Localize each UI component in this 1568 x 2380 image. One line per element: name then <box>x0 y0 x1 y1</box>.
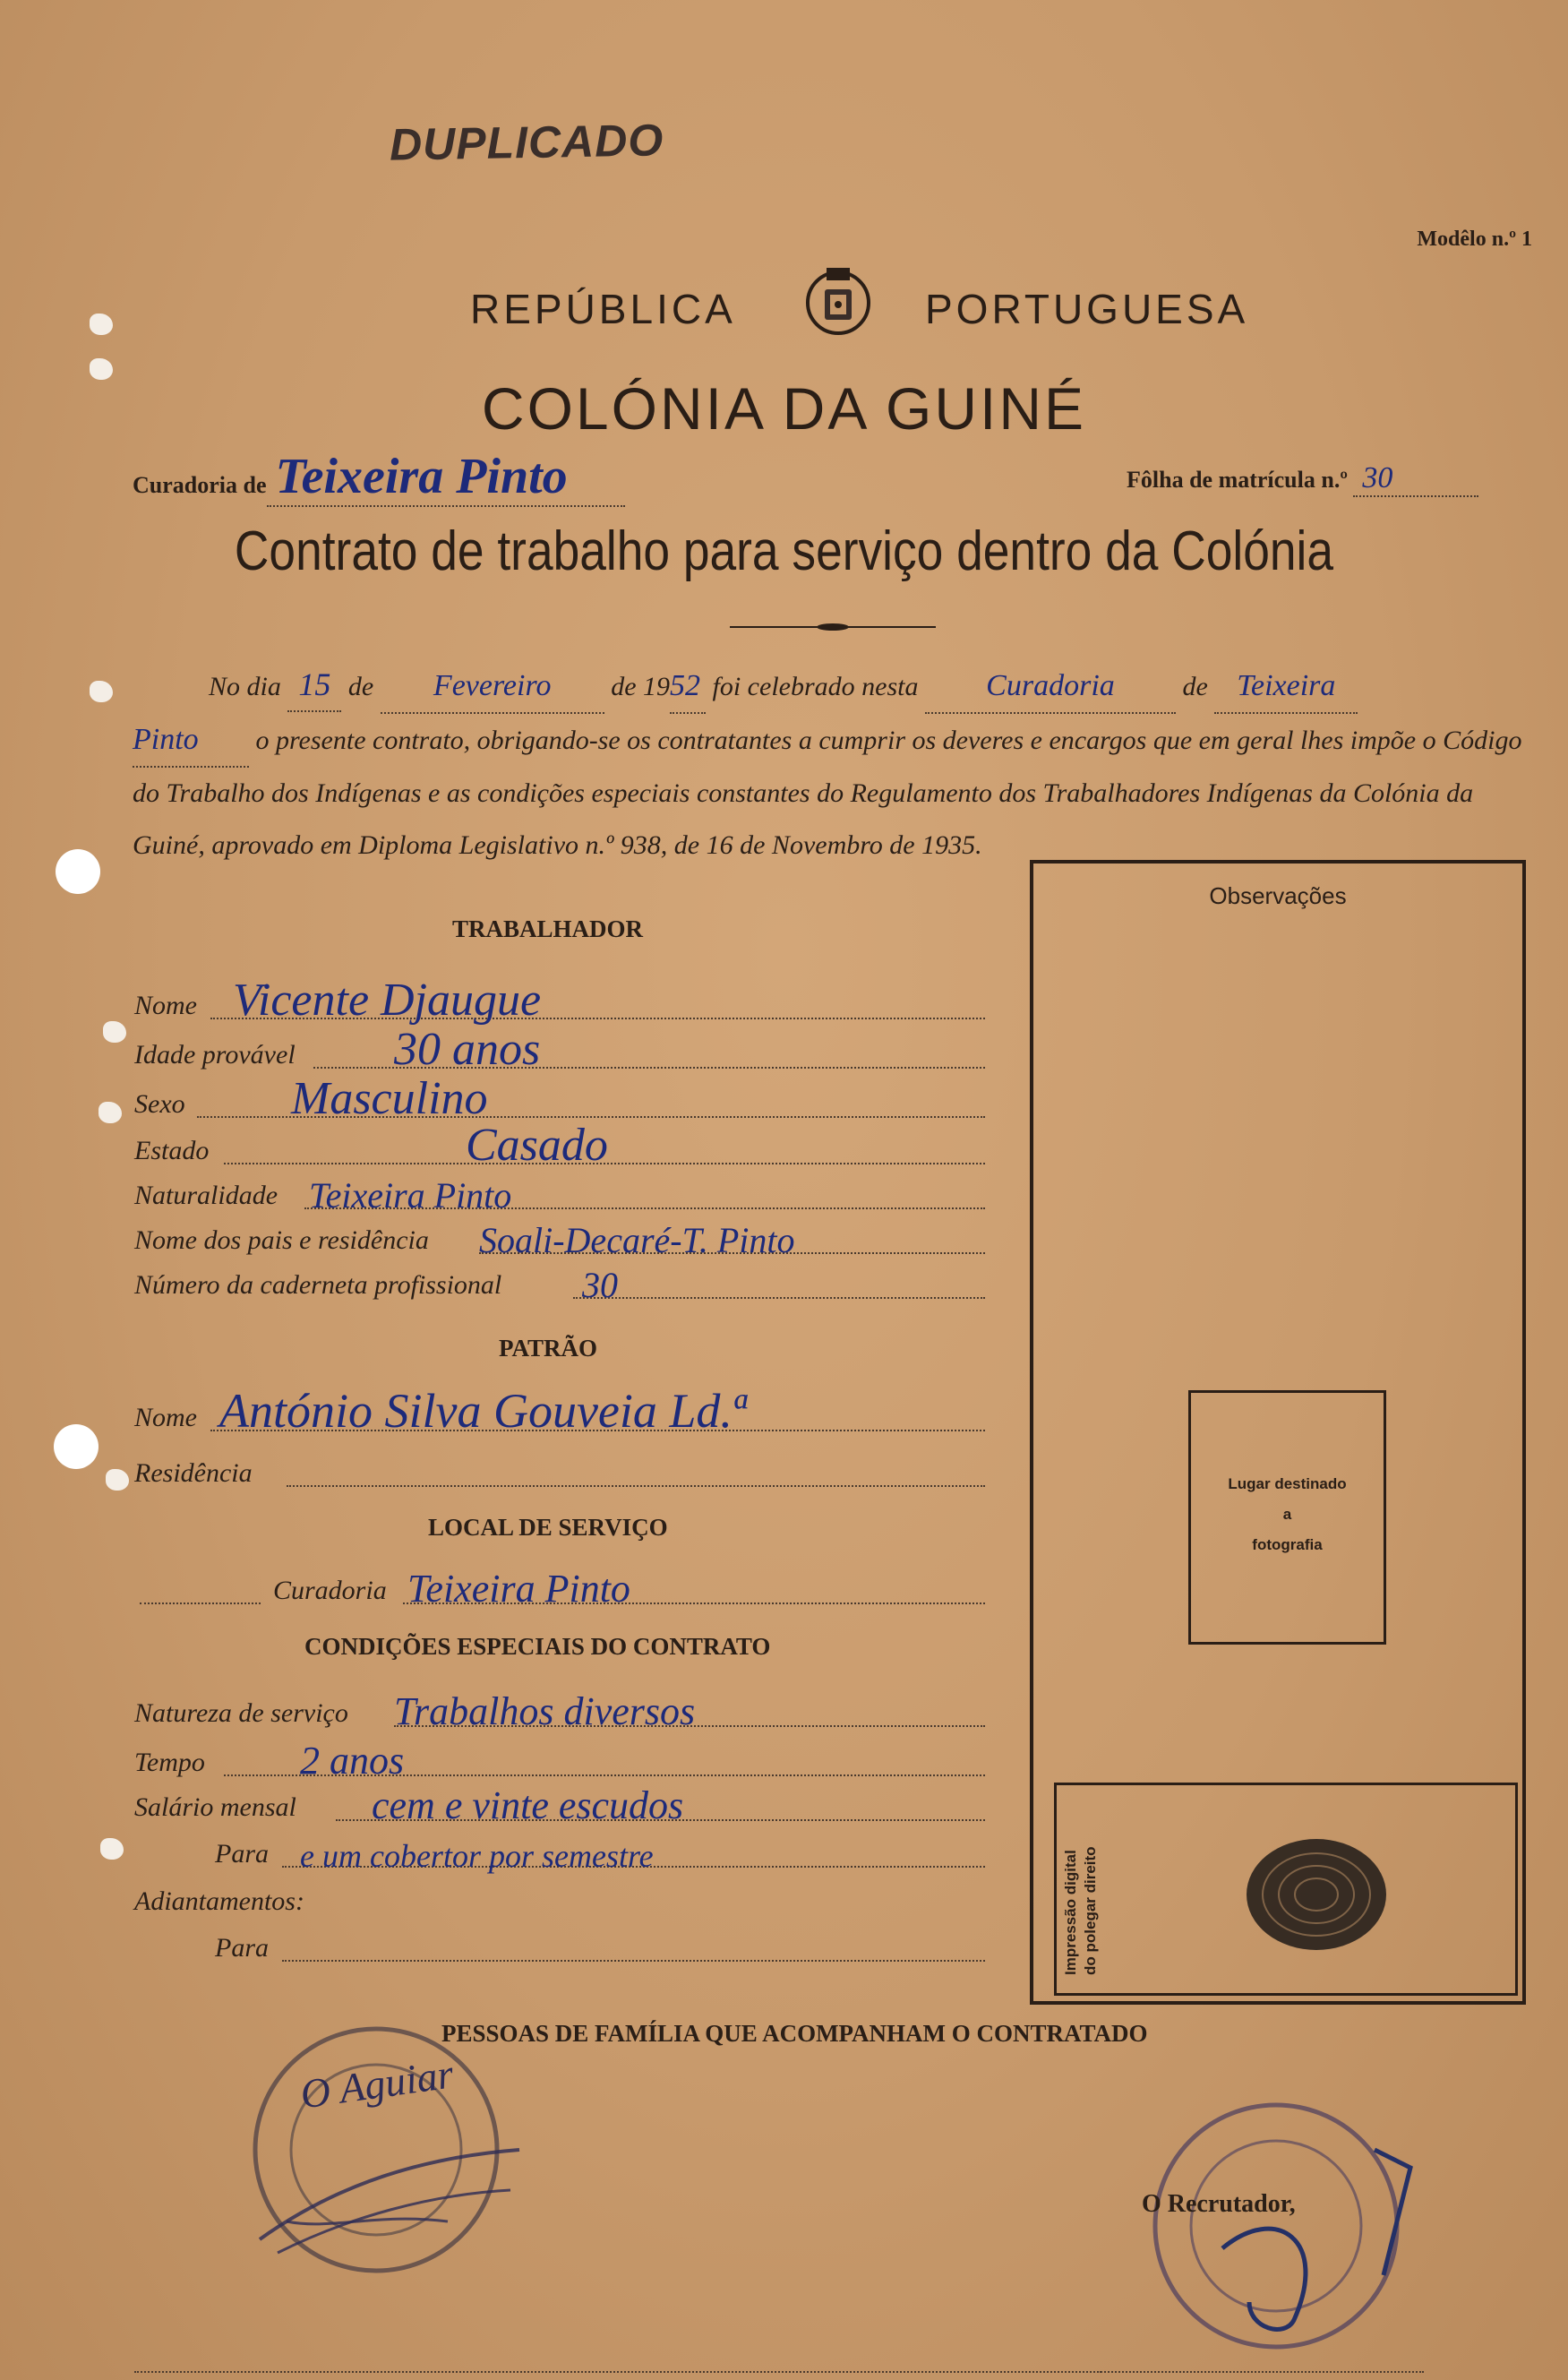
place-field-b[interactable]: Teixeira <box>1214 660 1358 714</box>
ornament-divider <box>730 623 936 632</box>
coat-of-arms-icon <box>800 262 877 339</box>
paper-tear <box>90 314 113 335</box>
curadoria-official-seal <box>224 2015 528 2284</box>
parents-row: Nome dos pais e residência Soali-Decaré-T. Pinto <box>134 1211 985 1261</box>
salary-row: Salário mensal cem e vinte escudos <box>134 1778 985 1828</box>
worker-name-row: Nome Vicente Djaugue <box>134 976 985 1027</box>
day-field[interactable]: 15 <box>287 658 341 712</box>
curadoria-value[interactable]: Teixeira Pinto <box>267 448 625 507</box>
paper-tear <box>90 681 113 702</box>
civil-status-row: Estado Casado <box>134 1121 985 1172</box>
paper-tear <box>106 1469 129 1491</box>
paper-tear <box>103 1021 126 1043</box>
model-number: Modêlo n.º 1 <box>1417 228 1532 251</box>
age-row: Idade provável 30 anos <box>134 1026 985 1076</box>
company-stamp <box>1142 2087 1428 2356</box>
month-field[interactable]: Fevereiro <box>381 660 604 714</box>
folha-label: Fôlha de matrícula n.º <box>1127 467 1348 493</box>
left-signature: O Aguiar <box>297 2050 457 2118</box>
contract-intro: No dia 15 de Fevereiro de 1952 foi celebrado nesta Curadoria de Teixeira Pinto o presente contrato, obrigando-se os contratantes a cumprir os deveres e encargos que em geral lhes impõe o Código do Trabalho dos Indígenas e as condições especiais constantes do Regulamento dos Trabalhadores Indígenas da Colónia da Guiné, aprovado em Diploma Legislativo n.º 938, de 16 de Novembro de 1935. <box>133 658 1538 872</box>
civil-status-field[interactable]: Casado <box>466 1120 608 1171</box>
salary-para-field[interactable]: e um cobertor por semestre <box>300 1838 654 1874</box>
family-heading: PESSOAS DE FAMÍLIA QUE ACOMPANHAM O CONTRATADO <box>441 2020 1148 2047</box>
duplicado-stamp: DUPLICADO <box>389 115 664 170</box>
advances-para-row: Para <box>134 1919 985 1969</box>
folha-matricula <box>1127 461 1478 497</box>
recruiter-label: O Recrutador, <box>1142 2190 1296 2218</box>
paper-tear <box>100 1838 124 1860</box>
year-field[interactable]: 52 <box>670 660 706 714</box>
caderneta-row: Número da caderneta profissional 30 <box>134 1256 985 1306</box>
employer-name-row: Nome António Silva Gouveia Ld.ª <box>134 1379 985 1439</box>
place-field-a[interactable]: Curadoria <box>925 660 1176 714</box>
thumbprint-label: Impressão digital do polegar direito <box>1062 1846 1099 1975</box>
paper-tear <box>99 1102 122 1123</box>
duration-field[interactable]: 2 anos <box>300 1739 405 1783</box>
republic-left: REPÚBLICA <box>470 286 736 332</box>
residence-row: Residência <box>134 1444 985 1494</box>
worker-name-field[interactable]: Vicente Djaugue <box>233 975 542 1026</box>
punch-hole <box>54 1424 99 1469</box>
sex-row: Sexo Masculino <box>134 1075 985 1125</box>
service-curadoria-field[interactable]: Teixeira Pinto <box>407 1567 630 1611</box>
contract-title: Contrato de trabalho para serviço dentro da Colónia <box>234 520 1334 582</box>
duration-row: Tempo 2 anos <box>134 1733 985 1783</box>
punch-hole <box>56 849 100 894</box>
trabalhador-heading: TRABALHADOR <box>452 915 644 942</box>
colony-name: COLÓNIA DA GUINÉ <box>481 375 1087 442</box>
advances-row: Adiantamentos: <box>134 1886 304 1916</box>
salary-field[interactable]: cem e vinte escudos <box>372 1783 684 1827</box>
place-field-c[interactable]: Pinto <box>133 714 249 768</box>
folha-value[interactable]: 30 <box>1353 461 1478 497</box>
caderneta-field[interactable]: 30 <box>582 1265 618 1305</box>
conditions-heading: CONDIÇÕES ESPECIAIS DO CONTRATO <box>304 1633 771 1660</box>
curadoria-header-line <box>133 448 625 507</box>
service-nature-field[interactable]: Trabalhos diversos <box>394 1689 696 1733</box>
curadoria-label: Curadoria de <box>133 472 267 498</box>
local-heading: LOCAL DE SERVIÇO <box>428 1514 668 1541</box>
sex-field[interactable]: Masculino <box>291 1073 488 1124</box>
age-field[interactable]: 30 anos <box>394 1024 541 1075</box>
birthplace-row: Naturalidade Teixeira Pinto <box>134 1166 985 1216</box>
service-curadoria-row: Curadoria Teixeira Pinto <box>134 1561 985 1611</box>
parents-field[interactable]: Soali-Decaré-T. Pinto <box>479 1220 795 1260</box>
photo-label: Lugar destinado a fotografia <box>1228 1475 1347 1553</box>
observations-title: Observações <box>1209 882 1347 909</box>
employer-name-field[interactable]: António Silva Gouveia Ld.ª <box>219 1384 746 1438</box>
republic-right: PORTUGUESA <box>925 286 1249 332</box>
thumbprint-mark <box>1236 1827 1397 1962</box>
patrao-heading: PATRÃO <box>499 1335 597 1362</box>
birthplace-field[interactable]: Teixeira Pinto <box>309 1175 512 1216</box>
salary-para-row: Para e um cobertor por semestre <box>134 1825 985 1875</box>
service-nature-row: Natureza de serviço Trabalhos diversos <box>134 1684 985 1734</box>
intro-body: o presente contrato, obrigando-se os contratantes a cumprir os deveres e encargos que em geral lhes impõe o Código do Trabalho dos Indígenas e as condições especiais constantes do Regulamento dos Trabalhadores Indígenas da Colónia da Guiné, aprovado em Diploma Legislativo n.º 938, de 16 de Novembro de 1935. <box>133 726 1522 860</box>
